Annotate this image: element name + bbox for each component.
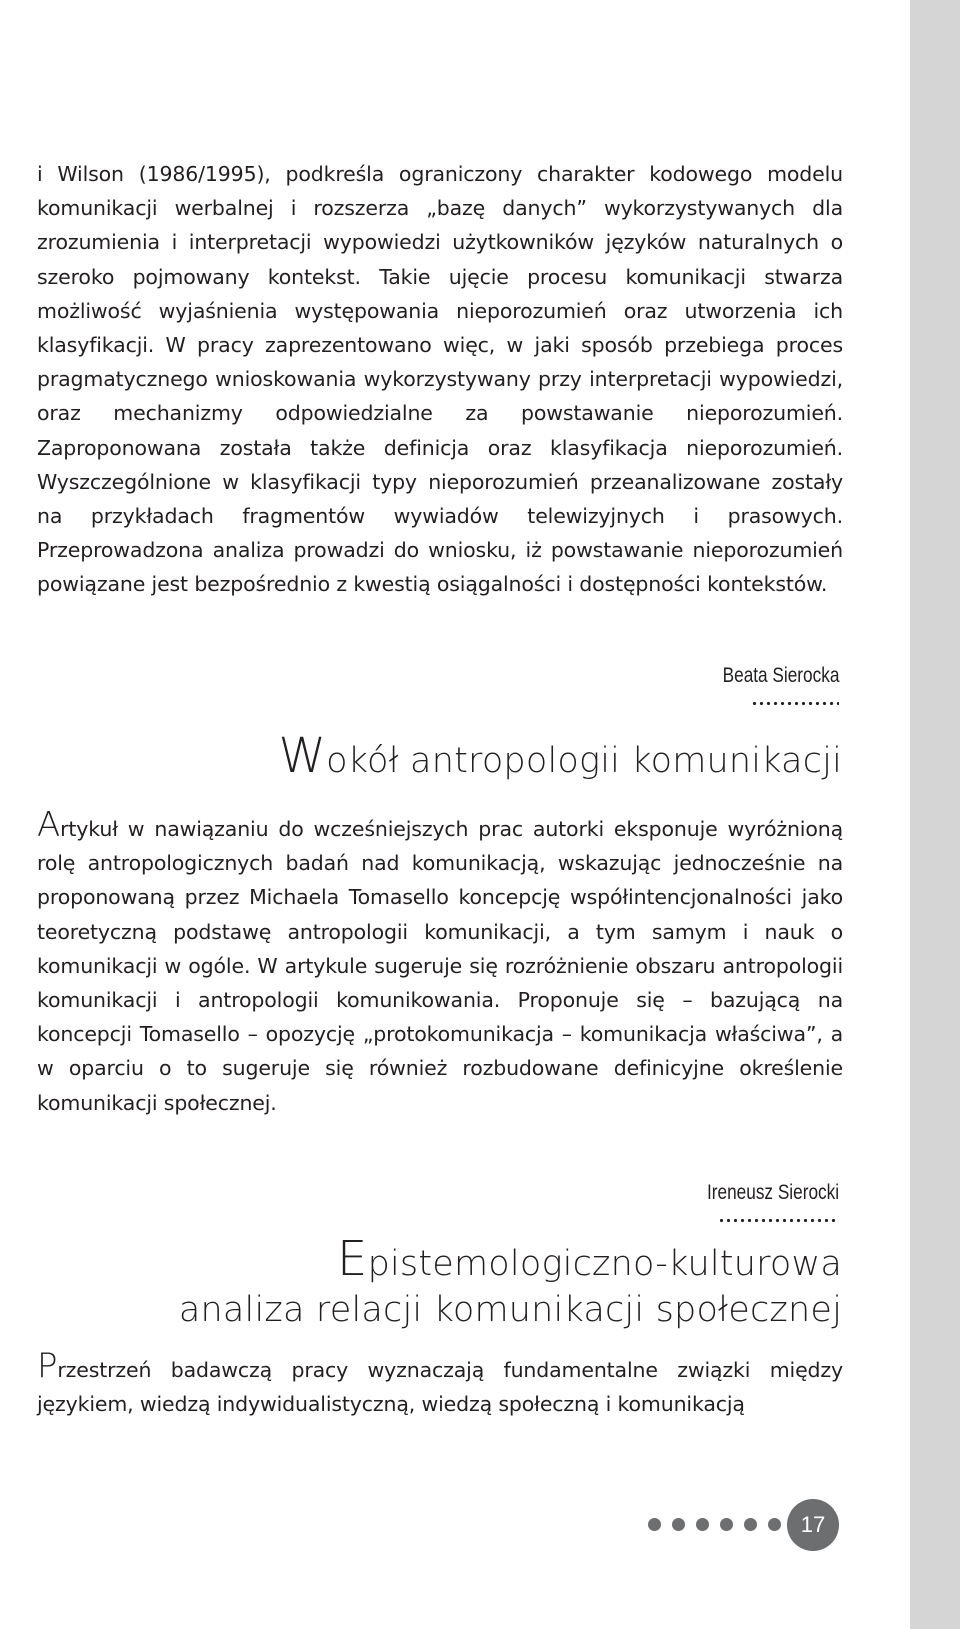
page-side-band	[910, 0, 960, 1629]
article-abstract	[37, 1346, 843, 1421]
title-initial: W	[278, 728, 327, 784]
title-rest: okół antropologii komunikacji	[326, 741, 842, 781]
article-abstract	[37, 805, 843, 1120]
footer-dot	[648, 1518, 661, 1531]
footer-dot	[720, 1518, 733, 1531]
abstract-text: rzestrzeń badawczą pracy wyznaczają fundamentalne związki między językiem, wiedzą indywidualistyczną, wiedzą społeczną i komunikacją	[37, 1358, 843, 1417]
article-title	[278, 728, 842, 784]
footer-dot	[672, 1518, 685, 1531]
title-initial: E	[337, 1231, 368, 1287]
intro-block	[37, 157, 843, 602]
title-line-2: analiza relacji komunikacji społecznej	[178, 1290, 842, 1330]
page-number: 17	[787, 1499, 839, 1551]
abstract-initial: P	[37, 1346, 58, 1386]
abstract-text: rtykuł w nawiązaniu do wcześniejszych prac autorki eksponuje wyróżnioną rolę antropologicznych badań nad komunikacją, wskazując jednocześnie na proponowaną przez Michaela Tomasello koncepcję współintencjonalności jako teoretyczną podstawę antropologii komunikacji, a tym samym i nauk o komunikacji w ogóle. W artykule sugeruje się rozróżnienie obszaru antropologii komunikacji i antropologii komunikowania. Proponuje się – bazującą na koncepcji Tomasello – opozycję „protokomunikacja – komunikacja właściwa”, a w oparciu o to sugeruje się również rozbudowane definicyjne określenie komunikacji społecznej.	[37, 817, 843, 1115]
author-dots-divider	[751, 701, 839, 706]
footer-dot	[696, 1518, 709, 1531]
author-dots-divider	[718, 1218, 839, 1223]
footer-dot	[768, 1518, 781, 1531]
article-author: Beata Sierocka	[722, 664, 839, 687]
footer-dot	[744, 1518, 757, 1531]
abstract-initial: A	[37, 805, 61, 845]
intro-paragraph: i Wilson (1986/1995), podkreśla ograniczony charakter kodowego modelu komunikacji werbalnej i rozszerza „bazę danych” wykorzystywanych dla zrozumienia i interpretacji wypowiedzi użytkowników języków naturalnych o szeroko pojmowany kontekst. Takie ujęcie procesu komunikacji stwarza możliwość wyjaśnienia występowania nieporozumień oraz utworzenia ich klasyfikacji. W pracy zaprezentowano więc, w jaki sposób przebiega proces pragmatycznego wnioskowania wykorzystywany przy interpretacji wypowiedzi, oraz mechanizmy odpowiedzialne za powstawanie nieporozumień. Zaproponowana została także definicja oraz klasyfikacja nieporozumień. Wyszczególnione w klasyfikacji typy nieporozumień przeanalizowane zostały na przykładach fragmentów wywiadów telewizyjnych i prasowych. Przeprowadzona analiza prowadzi do wniosku, iż powstawanie nieporozumień powiązane jest bezpośrednio z kwestią osiągalności i dostępności kontekstów.	[37, 162, 843, 597]
article-author: Ireneusz Sierocki	[706, 1181, 839, 1204]
article-title	[178, 1231, 842, 1333]
title-rest: pistemologiczno-kulturowa	[367, 1244, 842, 1284]
